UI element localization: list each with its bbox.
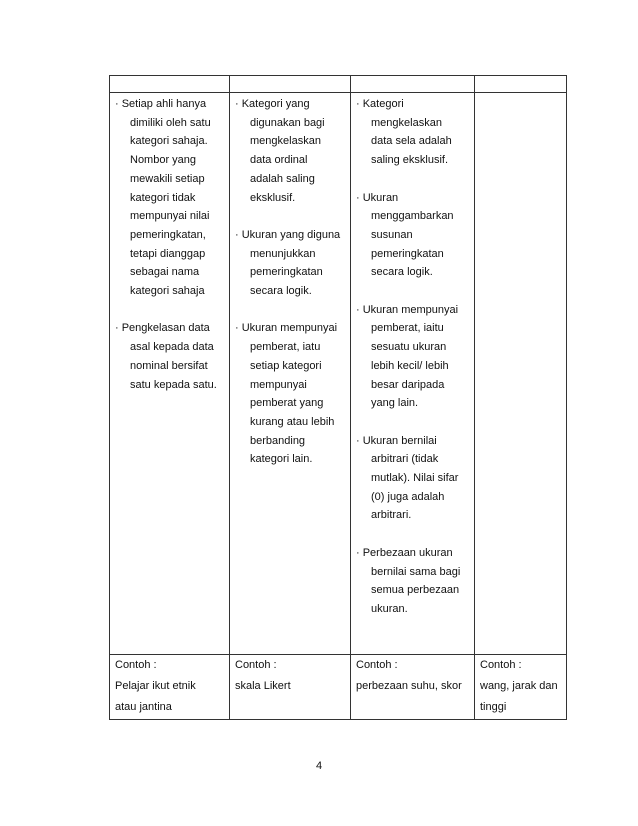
example-cell <box>351 655 475 720</box>
bullet-line: mempunyai nilai <box>130 210 210 223</box>
item-spacer <box>356 413 471 432</box>
bullet-line: arbitrari (tidak <box>371 453 439 466</box>
bullet-line: kategori sahaja. <box>130 135 208 148</box>
bullet-continuation <box>235 114 347 208</box>
description-cell <box>110 93 230 655</box>
bullet-continuation <box>356 563 471 619</box>
item-spacer <box>356 170 471 189</box>
bullet-line: secara logik. <box>371 266 433 279</box>
bullet-item <box>235 226 347 301</box>
bullet-line: asal kepada data <box>130 341 214 354</box>
bullet-line: lebih kecil/ lebih <box>371 359 449 372</box>
bullet-line: berbanding <box>250 434 306 447</box>
example-label: Contoh : <box>115 659 157 671</box>
bullet-continuation <box>235 245 347 301</box>
bullet-line: pemberat yang <box>250 397 324 410</box>
bullet-line: pemeringkatan <box>371 247 444 260</box>
bullet-line: mengkelaskan <box>250 135 321 148</box>
page-number: 4 <box>315 760 323 772</box>
bullet-line: mutlak). Nilai sifar <box>371 472 459 485</box>
bullet-line: data sela adalah <box>371 135 452 148</box>
item-spacer <box>356 282 471 301</box>
bullet-continuation <box>356 319 471 413</box>
description-cell <box>230 93 351 655</box>
example-label: Contoh : <box>356 659 398 671</box>
bullet-line: eksklusif. <box>250 191 296 204</box>
bullet-item <box>356 189 471 283</box>
bullet-item <box>356 544 471 619</box>
bullet-item <box>235 95 347 207</box>
bullet-item <box>356 301 471 413</box>
example-line: atau jantina <box>115 701 172 713</box>
bullet-continuation <box>356 114 471 170</box>
description-content <box>110 93 229 394</box>
bullet-item <box>356 432 471 526</box>
item-spacer <box>235 207 347 226</box>
bullet-first-line: · Ukuran yang diguna <box>235 228 341 241</box>
bullet-continuation <box>356 207 471 282</box>
item-spacer <box>115 301 226 320</box>
bullet-line: sesuatu ukuran <box>371 341 447 354</box>
bullet-line: adalah saling <box>250 172 315 185</box>
bullet-first-line: · Ukuran mempunyai <box>356 303 459 316</box>
description-content <box>230 93 350 469</box>
description-row <box>110 93 567 655</box>
header-cell <box>230 76 351 93</box>
bullet-line: yang lain. <box>371 397 419 410</box>
bullet-first-line: · Kategori yang <box>235 98 310 110</box>
description-content <box>475 93 566 95</box>
bullet-line: setiap kategori <box>250 359 322 372</box>
bullet-first-line: · Ukuran bernilai <box>356 434 437 447</box>
example-cell <box>110 655 230 720</box>
bullet-line: tetapi dianggap <box>130 247 206 260</box>
bullet-line: bernilai sama bagi <box>371 565 461 578</box>
example-label: Contoh : <box>235 659 277 671</box>
bullet-line: data ordinal <box>250 154 308 167</box>
bullet-line: dimiliki oleh satu <box>130 116 211 129</box>
bullet-line: Nombor yang <box>130 154 197 167</box>
header-cell <box>475 76 567 93</box>
bullet-line: menggambarkan <box>371 210 454 223</box>
bullet-line: kategori lain. <box>250 453 313 466</box>
bullet-first-line: · Ukuran mempunyai <box>235 322 338 335</box>
bullet-first-line: · Ukuran <box>356 191 399 204</box>
bullet-line: mempunyai <box>250 378 307 391</box>
bullet-line: saling eksklusif. <box>371 154 449 167</box>
example-line: Pelajar ikut etnik <box>115 680 196 692</box>
bullet-line: besar daripada <box>371 378 445 391</box>
bullet-line: (0) juga adalah <box>371 490 445 503</box>
header-cell <box>351 76 475 93</box>
bullet-line: pemeringkatan, <box>130 228 206 241</box>
bullet-line: sebagai nama <box>130 266 200 279</box>
description-cell <box>351 93 475 655</box>
example-line: tinggi <box>480 701 507 713</box>
bullet-continuation <box>115 114 226 301</box>
bullet-line: pemberat, iatu <box>250 341 321 354</box>
bullet-line: ukuran. <box>371 602 408 615</box>
item-spacer <box>356 525 471 544</box>
bullet-line: mewakili setiap <box>130 172 205 185</box>
description-content <box>351 93 474 619</box>
bullet-line: susunan <box>371 228 413 241</box>
bullet-line: secara logik. <box>250 285 312 298</box>
bullet-item <box>235 319 347 469</box>
bullet-line: nominal bersifat <box>130 359 208 372</box>
bullet-line: kategori sahaja <box>130 285 205 298</box>
item-spacer <box>235 301 347 320</box>
example-content <box>110 655 229 718</box>
bullet-continuation <box>115 338 226 394</box>
bullet-line: kategori tidak <box>130 191 196 204</box>
bullet-line: menunjukkan <box>250 247 316 260</box>
example-cell <box>475 655 567 720</box>
example-content <box>351 655 474 697</box>
bullet-item <box>356 95 471 170</box>
bullet-line: semua perbezaan <box>371 584 460 597</box>
bullet-line: digunakan bagi <box>250 116 325 129</box>
bullet-line: satu kepada satu. <box>130 378 217 391</box>
bullet-first-line: · Kategori <box>356 98 404 110</box>
example-cell <box>230 655 351 720</box>
description-cell <box>475 93 567 655</box>
bullet-line: pemberat, iaitu <box>371 322 444 335</box>
bullet-line: mengkelaskan <box>371 116 442 129</box>
bullet-item <box>115 95 226 301</box>
bullet-line: arbitrari. <box>371 509 412 522</box>
bullet-continuation <box>356 450 471 525</box>
bullet-item <box>115 319 226 394</box>
measurement-scale-table <box>109 75 567 720</box>
example-label: Contoh : <box>480 659 522 671</box>
example-row <box>110 655 567 720</box>
example-line: skala Likert <box>235 680 291 692</box>
bullet-first-line: · Pengkelasan data <box>115 322 210 335</box>
example-content <box>230 655 350 697</box>
header-cell <box>110 76 230 93</box>
bullet-first-line: · Perbezaan ukuran <box>356 546 453 559</box>
bullet-first-line: · Setiap ahli hanya <box>115 98 207 110</box>
example-content <box>475 655 566 718</box>
example-line: perbezaan suhu, skor <box>356 680 462 692</box>
header-row <box>110 76 567 93</box>
bullet-continuation <box>235 338 347 469</box>
example-line: wang, jarak dan <box>480 680 558 692</box>
bullet-line: kurang atau lebih <box>250 415 335 428</box>
bullet-line: pemeringkatan <box>250 266 323 279</box>
